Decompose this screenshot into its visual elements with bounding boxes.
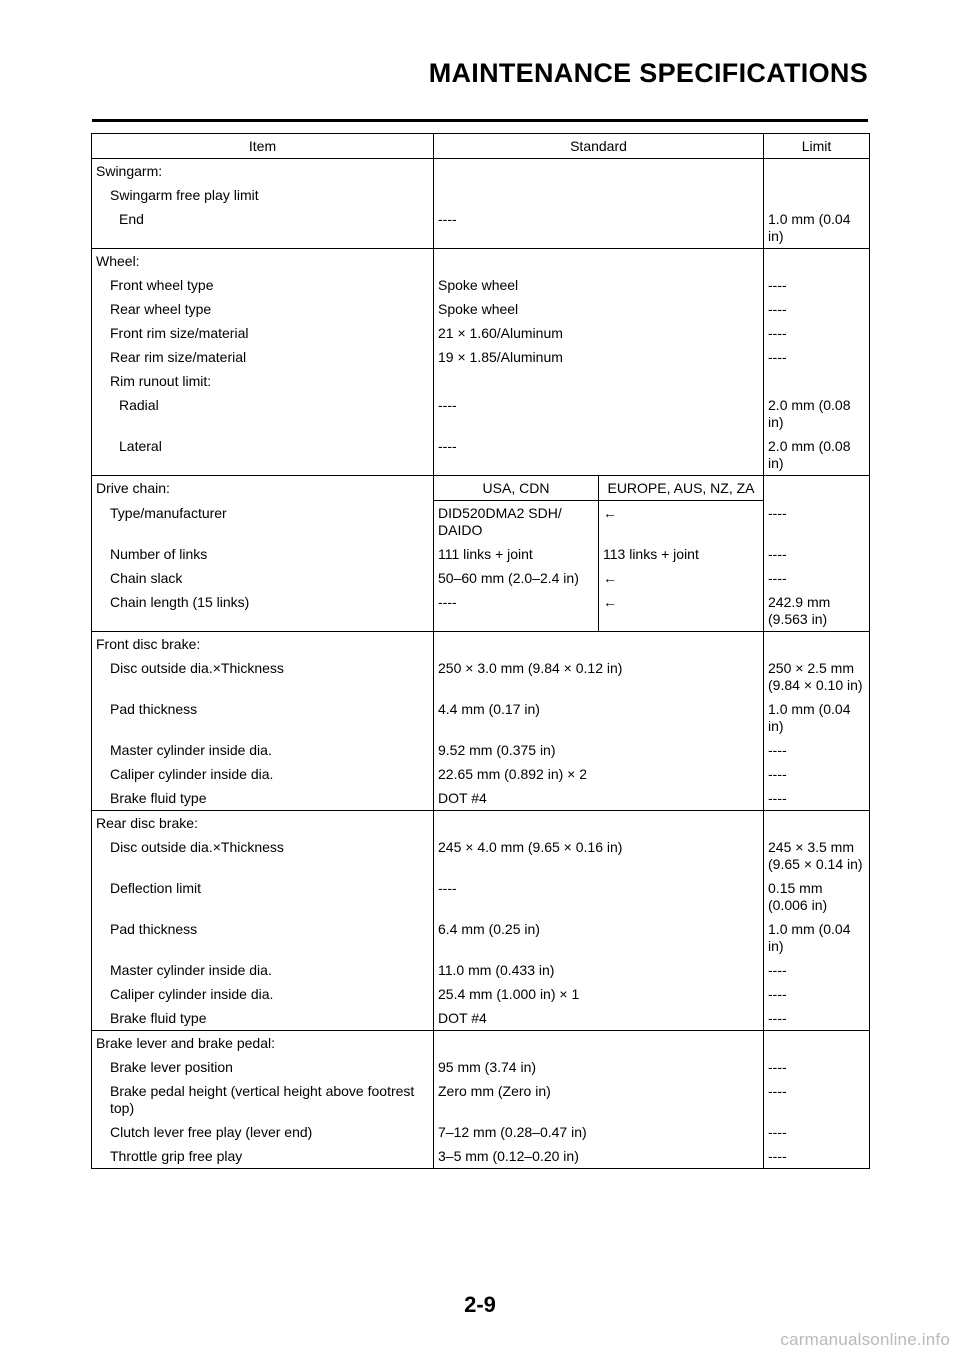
table-row: [92, 501, 870, 543]
row-standard: 11.0 mm (0.433 in): [434, 958, 764, 982]
row-standard-usa: DID520DMA2 SDH/ DAIDO: [434, 501, 599, 543]
row-standard: Spoke wheel: [434, 273, 764, 297]
table-row: [92, 958, 870, 982]
section-wheel: [92, 249, 870, 476]
row-limit: 2.0 mm (0.08 in): [764, 434, 870, 476]
table-row: [92, 590, 870, 632]
row-limit: 0.15 mm (0.006 in): [764, 876, 870, 917]
row-standard: ----: [434, 434, 764, 476]
row-standard: 7–12 mm (0.28–0.47 in): [434, 1120, 764, 1144]
row-item: Chain slack: [92, 566, 434, 590]
row-standard: ----: [434, 393, 764, 434]
row-standard: 245 × 4.0 mm (9.65 × 0.16 in): [434, 835, 764, 876]
row-limit: ----: [764, 1120, 870, 1144]
row-limit: 1.0 mm (0.04 in): [764, 207, 870, 249]
row-standard: 6.4 mm (0.25 in): [434, 917, 764, 958]
region-europe: EUROPE, AUS, NZ, ZA: [599, 476, 764, 501]
table-row: [92, 297, 870, 321]
column-header-standard: Standard: [434, 134, 764, 159]
section-title: Swingarm:: [92, 159, 434, 184]
row-standard: DOT #4: [434, 786, 764, 811]
row-limit: ----: [764, 958, 870, 982]
row-item: Master cylinder inside dia.: [92, 958, 434, 982]
row-limit: ----: [764, 738, 870, 762]
table-row: [92, 249, 870, 274]
row-limit: ----: [764, 501, 870, 543]
row-item: Lateral: [92, 434, 434, 476]
table-row: [92, 811, 870, 836]
watermark: carmanualsonline.info: [780, 1330, 950, 1349]
row-limit: ----: [764, 786, 870, 811]
row-limit: ----: [764, 566, 870, 590]
table-row: [92, 273, 870, 297]
table-row: [92, 1144, 870, 1169]
row-item: Throttle grip free play: [92, 1144, 434, 1169]
row-item: Deflection limit: [92, 876, 434, 917]
row-item: Number of links: [92, 542, 434, 566]
row-item: Disc outside dia.×Thickness: [92, 656, 434, 697]
row-standard: 250 × 3.0 mm (9.84 × 0.12 in): [434, 656, 764, 697]
row-limit: 1.0 mm (0.04 in): [764, 697, 870, 738]
table-row: [92, 369, 870, 393]
row-standard-usa: 111 links + joint: [434, 542, 599, 566]
row-limit: ----: [764, 1079, 870, 1120]
row-item: Rear wheel type: [92, 297, 434, 321]
row-limit: ----: [764, 1006, 870, 1031]
row-item: Caliper cylinder inside dia.: [92, 982, 434, 1006]
row-limit: ----: [764, 1055, 870, 1079]
row-item: Pad thickness: [92, 697, 434, 738]
page-number: 2-9: [464, 1292, 496, 1317]
row-standard: 25.4 mm (1.000 in) × 1: [434, 982, 764, 1006]
row-item: Brake lever position: [92, 1055, 434, 1079]
row-item: Type/manufacturer: [92, 501, 434, 543]
row-standard-usa: 50–60 mm (2.0–2.4 in): [434, 566, 599, 590]
table-row: [92, 321, 870, 345]
row-item: Clutch lever free play (lever end): [92, 1120, 434, 1144]
table-row: [92, 1031, 870, 1056]
section-brake-lever-pedal: [92, 1031, 870, 1169]
row-limit: ----: [764, 1144, 870, 1169]
row-limit: ----: [764, 982, 870, 1006]
row-item: Rim runout limit:: [92, 369, 434, 393]
table-row: [92, 345, 870, 369]
row-item: Brake fluid type: [92, 786, 434, 811]
row-item: Front rim size/material: [92, 321, 434, 345]
table-row: [92, 876, 870, 917]
row-standard: 95 mm (3.74 in): [434, 1055, 764, 1079]
table-row: [92, 982, 870, 1006]
row-standard: DOT #4: [434, 1006, 764, 1031]
row-limit: ----: [764, 297, 870, 321]
section-title: Drive chain:: [92, 476, 434, 501]
row-item: Pad thickness: [92, 917, 434, 958]
region-usa-cdn: USA, CDN: [434, 476, 599, 501]
row-limit: ----: [764, 321, 870, 345]
row-standard-europe: ←: [599, 501, 764, 543]
table-row: [92, 1055, 870, 1079]
row-item: Master cylinder inside dia.: [92, 738, 434, 762]
table-row: [92, 159, 870, 184]
row-standard: 21 × 1.60/Aluminum: [434, 321, 764, 345]
row-limit: 2.0 mm (0.08 in): [764, 393, 870, 434]
spec-table: [91, 133, 870, 1169]
row-limit: 1.0 mm (0.04 in): [764, 917, 870, 958]
section-title: Brake lever and brake pedal:: [92, 1031, 434, 1056]
column-header-limit: Limit: [764, 134, 870, 159]
table-row: [92, 1120, 870, 1144]
row-standard-europe: 113 links + joint: [599, 542, 764, 566]
section-title: Front disc brake:: [92, 632, 434, 657]
row-standard: ----: [434, 207, 764, 249]
row-standard: ----: [434, 876, 764, 917]
row-standard: 19 × 1.85/Aluminum: [434, 345, 764, 369]
section-front-disc-brake: [92, 632, 870, 811]
row-item: Swingarm free play limit: [92, 183, 434, 207]
row-standard-europe: ←: [599, 590, 764, 632]
row-item: Chain length (15 links): [92, 590, 434, 632]
row-limit: ----: [764, 345, 870, 369]
table-row: [92, 207, 870, 249]
row-item: Front wheel type: [92, 273, 434, 297]
table-row: [92, 917, 870, 958]
row-limit: ----: [764, 273, 870, 297]
table-row: [92, 393, 870, 434]
row-standard: 22.65 mm (0.892 in) × 2: [434, 762, 764, 786]
row-standard-usa: ----: [434, 590, 599, 632]
row-limit: 250 × 2.5 mm (9.84 × 0.10 in): [764, 656, 870, 697]
table-row: [92, 434, 870, 476]
table-row: [92, 762, 870, 786]
row-standard: 4.4 mm (0.17 in): [434, 697, 764, 738]
section-drive-chain: [92, 476, 870, 632]
column-header-item: Item: [92, 134, 434, 159]
table-row: [92, 1079, 870, 1120]
section-title: Wheel:: [92, 249, 434, 274]
row-standard-europe: ←: [599, 566, 764, 590]
section-swingarm: [92, 159, 870, 249]
table-row: [92, 542, 870, 566]
table-row: [92, 476, 870, 501]
section-rear-disc-brake: [92, 811, 870, 1031]
row-item: End: [92, 207, 434, 249]
row-standard: Zero mm (Zero in): [434, 1079, 764, 1120]
row-item: Rear rim size/material: [92, 345, 434, 369]
title-rule: [92, 119, 868, 122]
table-row: [92, 786, 870, 811]
table-row: [92, 656, 870, 697]
row-standard: Spoke wheel: [434, 297, 764, 321]
row-item: Disc outside dia.×Thickness: [92, 835, 434, 876]
row-item: Caliper cylinder inside dia.: [92, 762, 434, 786]
table-row: [92, 1006, 870, 1031]
row-limit: 245 × 3.5 mm (9.65 × 0.14 in): [764, 835, 870, 876]
row-standard: 9.52 mm (0.375 in): [434, 738, 764, 762]
table-row: [92, 738, 870, 762]
row-item: Radial: [92, 393, 434, 434]
table-row: [92, 697, 870, 738]
page-title: MAINTENANCE SPECIFICATIONS: [428, 58, 868, 88]
section-title: Rear disc brake:: [92, 811, 434, 836]
row-standard: 3–5 mm (0.12–0.20 in): [434, 1144, 764, 1169]
table-row: [92, 566, 870, 590]
table-row: [92, 835, 870, 876]
row-item: Brake pedal height (vertical height above footrest top): [92, 1079, 434, 1120]
row-item: Brake fluid type: [92, 1006, 434, 1031]
table-header-row: [92, 134, 870, 159]
table-row: [92, 632, 870, 657]
row-limit: 242.9 mm (9.563 in): [764, 590, 870, 632]
row-limit: ----: [764, 762, 870, 786]
table-row: [92, 183, 870, 207]
row-limit: ----: [764, 542, 870, 566]
